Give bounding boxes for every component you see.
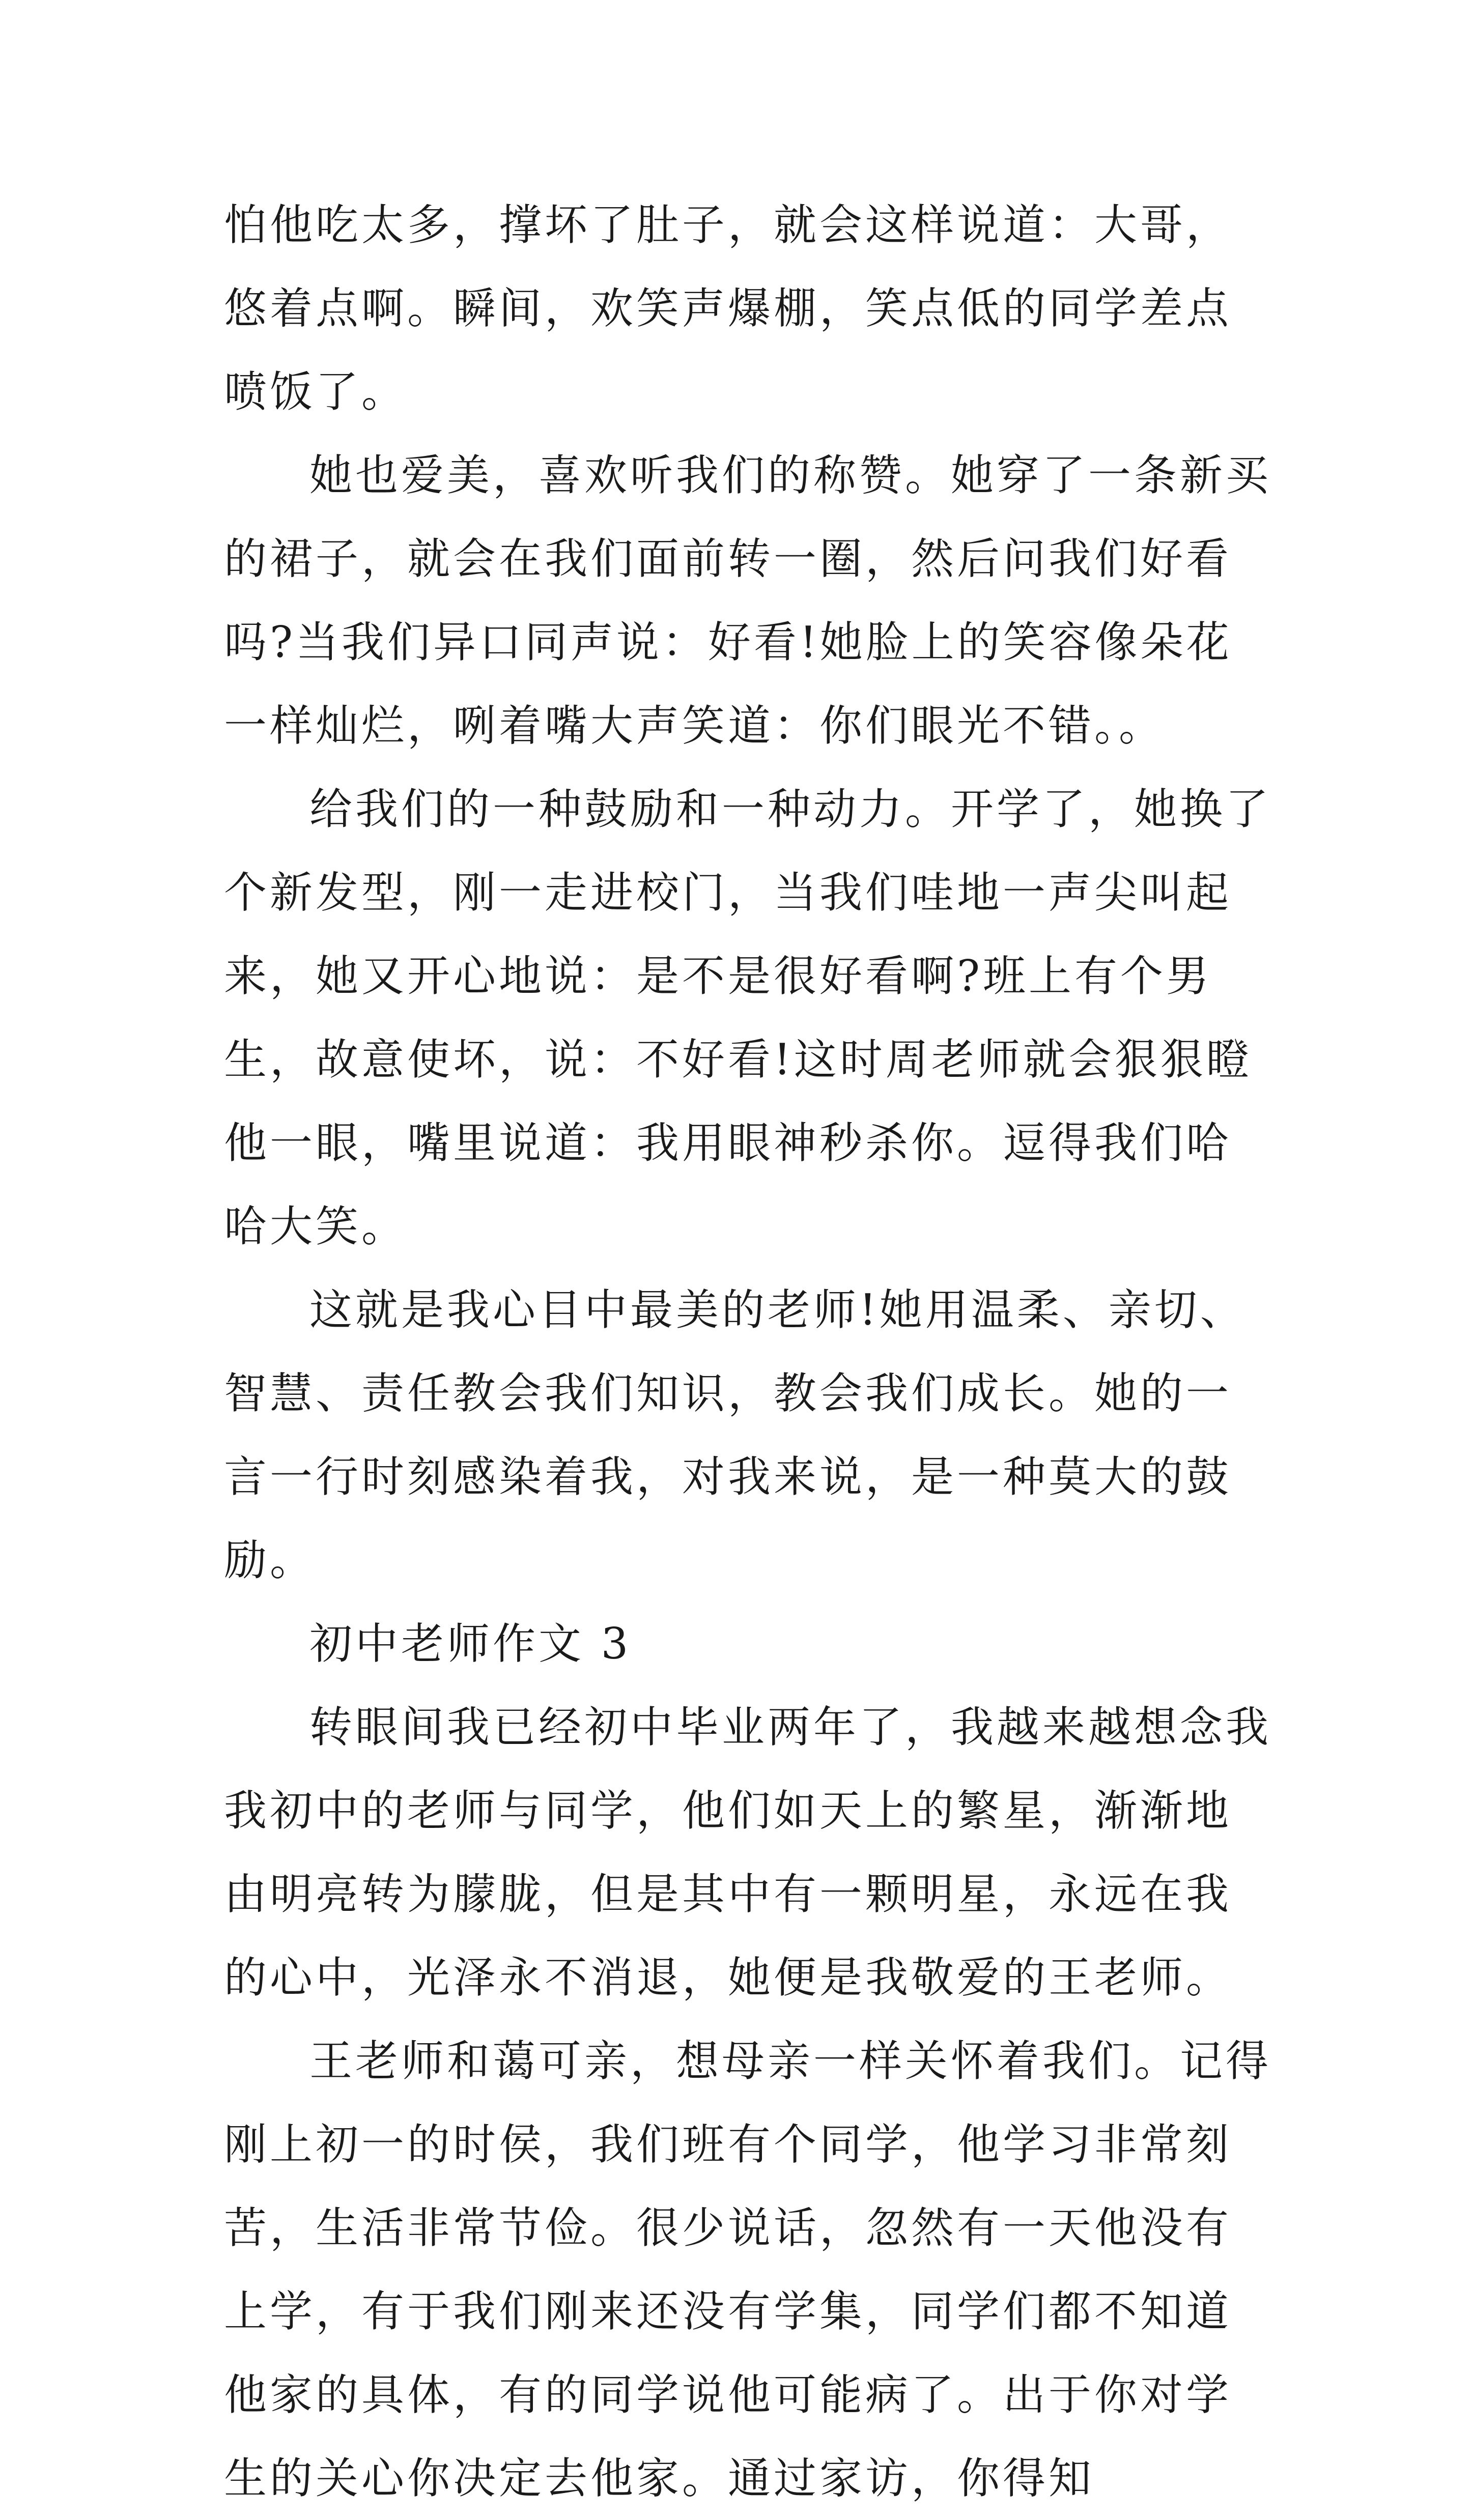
paragraph: 转眼间我已经初中毕业两年了，我越来越想念我我初中的老师与同学，他们如天上的繁星，渐渐地由明亮转为朦胧，但是其中有一颗明星，永远在我的心中，光泽永不消退，她便是我敬爱的王老师。 [224, 1702, 1272, 2002]
paragraph: 怕他吃太多，撑坏了肚子，就会这样说道：大哥，悠着点啊。瞬间，欢笑声爆棚，笑点低的同学差点喷饭了。 [224, 200, 1232, 417]
paragraph: 给我们的一种鼓励和一种动力。开学了，她换了个新发型，刚一走进校门，当我们哇地一声尖叫起来，她又开心地说：是不是很好看啊?班上有个男生，故意使坏，说：不好看!这时周老师就会狠狠瞪他一眼，嘴里说道：我用眼神秒杀你。逗得我们哈哈大笑。 [224, 784, 1272, 1251]
paragraph: 这就是我心目中最美的老师!她用温柔、亲切、智慧、责任教会我们知识，教会我们成长。她的一言一行时刻感染着我，对我来说，是一种莫大的鼓励。 [224, 1285, 1246, 1585]
paragraph: 她也爱美，喜欢听我们的称赞。她穿了一条新买的裙子，就会在我们面前转一圈，然后问我们好看吗?当我们异口同声说：好看!她脸上的笑容像朵花一样灿烂，咧着嘴大声笑道：你们眼光不错。。 [224, 450, 1272, 751]
section-heading: 初中老师作文 3 [309, 1619, 632, 1669]
paragraph: 王老师和蔼可亲，想母亲一样关怀着我们。记得刚上初一的时侯，我们班有个同学，他学习非常刻苦，生活非常节俭。很少说话，忽然有一天他没有上学，有于我们刚来还没有学集，同学们都不知道他家的具体，有的同学说他可能病了。出于你对学生的关心你决定去他家。通过家访，你得知 [224, 2036, 1272, 2503]
document-body [224, 183, 1272, 2520]
